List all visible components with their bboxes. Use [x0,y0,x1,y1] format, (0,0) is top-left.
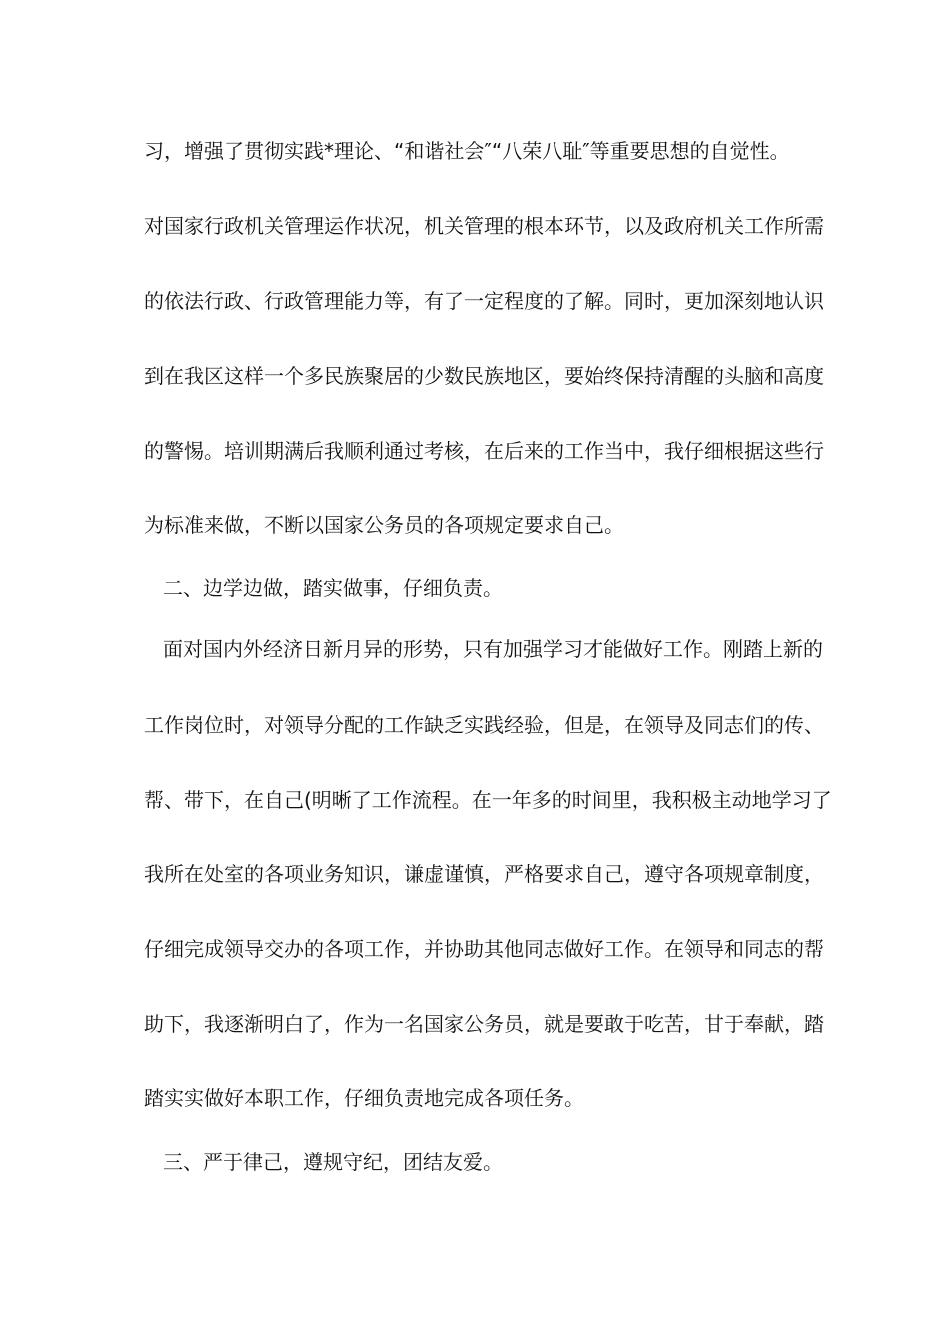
text-line: 面对国内外经济日新月异的形势，只有加强学习才能做好工作。刚踏上新的 [163,637,823,661]
text-line: 到在我区这样一个多民族聚居的少数民族地区，要始终保持清醒的头脑和高度 [144,364,824,388]
text-line: 帮、带下，在自己(明晰了工作流程。在一年多的时间里，我积极主动地学习了 [144,788,832,812]
section-heading: 三、严于律己，遵规守纪，团结友爱。 [163,1150,503,1174]
text-line: 我所在处室的各项业务知识，谦虚谨慎，严格要求自己，遵守各项规章制度， [144,862,824,886]
text-line: 工作岗位时，对领导分配的工作缺乏实践经验，但是，在领导及同志们的传、 [144,713,824,737]
text-line: 对国家行政机关管理运作状况，机关管理的根本环节，以及政府机关工作所需 [144,214,824,238]
text-line: 为标准来做，不断以国家公务员的各项规定要求自己。 [144,513,624,537]
text-line: 习，增强了贯彻实践*理论、“和谐社会″“八荣八耻″等重要思想的自觉性。 [144,139,790,163]
text-line: 的依法行政、行政管理能力等，有了一定程度的了解。同时，更加深刻地认识 [144,289,824,313]
text-line: 助下，我逐渐明白了，作为一名国家公务员，就是要敢于吃苦，甘于奉献，踏 [144,1012,824,1036]
text-line: 仔细完成领导交办的各项工作，并协助其他同志做好工作。在领导和同志的帮 [144,937,824,961]
section-heading: 二、边学边做，踏实做事，仔细负责。 [163,576,503,600]
text-line: 的警惕。培训期满后我顺利通过考核，在后来的工作当中，我仔细根据这些行 [144,439,824,463]
text-line: 踏实实做好本职工作，仔细负责地完成各项任务。 [144,1086,584,1110]
